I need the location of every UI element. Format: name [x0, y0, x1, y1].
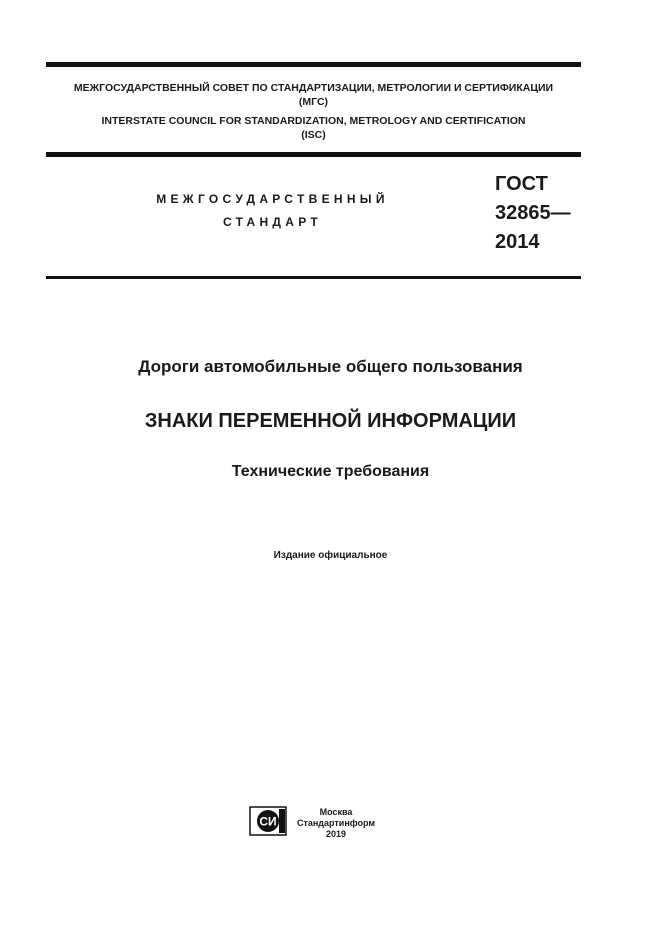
standartinform-logo-icon: [249, 806, 287, 836]
logo-text: СИ: [259, 814, 277, 829]
document-subtitle: Технические требования: [231, 463, 430, 480]
council-block: [46, 81, 581, 142]
document-title-main: ЗНАКИ ПЕРЕМЕННОЙ ИНФОРМАЦИИ: [144, 410, 517, 432]
publisher-year: 2019: [325, 829, 347, 839]
gost-number: 32865—: [495, 202, 571, 224]
standard-type: [130, 188, 415, 234]
document-title-line1: Дороги автомобильные общего пользования: [138, 357, 523, 376]
header-bottom-rule: [46, 152, 581, 157]
publisher-city: Москва: [319, 807, 353, 817]
publisher-info: [296, 807, 376, 840]
council-name-ru: МЕЖГОСУДАРСТВЕННЫЙ СОВЕТ ПО СТАНДАРТИЗАЦИИ, МЕТРОЛОГИИ И СЕРТИФИКАЦИИ: [73, 82, 554, 94]
council-name-en: INTERSTATE COUNCIL FOR STANDARDIZATION, METROLOGY AND CERTIFICATION: [101, 115, 526, 127]
designation-bottom-rule: [46, 276, 581, 279]
council-abbr-en: (ISC): [301, 129, 326, 141]
council-abbr-ru: (МГС): [298, 96, 329, 108]
gost-designation: [495, 170, 571, 257]
edition-label: Издание официальное: [273, 550, 388, 561]
gost-label: ГОСТ: [495, 173, 548, 195]
publisher-name: Стандартинформ: [296, 818, 376, 828]
standard-type-line2: СТАНДАРТ: [222, 215, 323, 229]
standard-type-line1: МЕЖГОСУДАРСТВЕННЫЙ: [156, 192, 389, 206]
top-rule: [46, 62, 581, 67]
gost-year: 2014: [495, 231, 540, 253]
